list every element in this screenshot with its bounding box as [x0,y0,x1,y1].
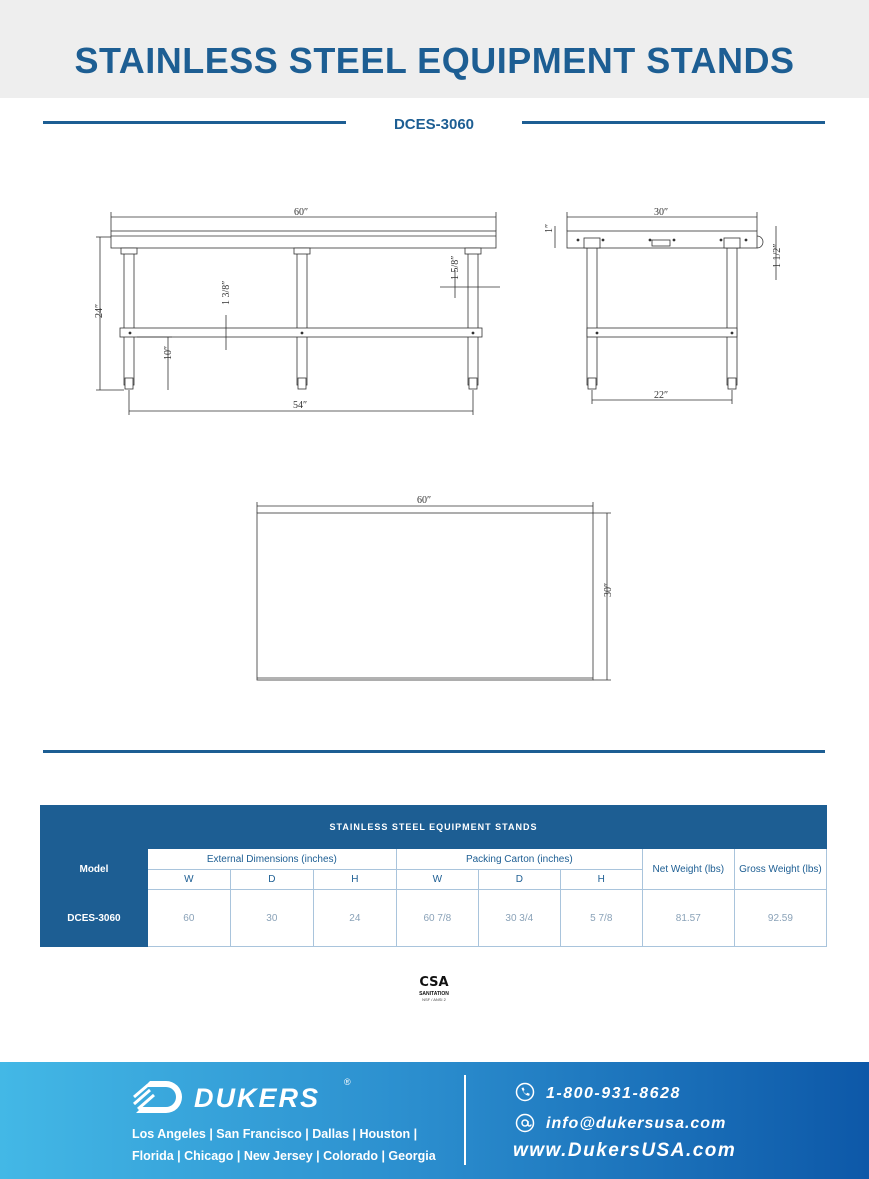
side-leg-span-label: 22″ [654,390,669,401]
side-depth-label: 30″ [654,207,669,218]
ext-w-header: W [147,870,230,890]
footer-divider [464,1075,466,1165]
row-ext-d: 30 [230,890,313,947]
csa-sanitation-certification [413,975,455,1002]
row-ext-w: 60 [147,890,230,947]
row-net-weight: 81.57 [642,890,734,947]
side-edge-label: 1″ [544,223,555,233]
phone-icon [515,1082,535,1102]
top-width-label: 60″ [417,495,432,506]
csa-logo-icon: CSA [419,975,449,990]
row-pack-w: 60 7/8 [396,890,478,947]
side-view-drawing [555,212,776,404]
model-title: DCES-3060 [393,116,475,133]
email-link[interactable]: info@dukersusa.com [546,1115,727,1132]
row-model: DCES-3060 [41,890,148,947]
specifications-table [40,805,827,947]
phone-number[interactable]: 1-800-931-8628 [546,1085,681,1102]
top-view-drawing [257,502,611,680]
divider-bottom [43,750,825,753]
front-height-label: 24″ [94,303,105,318]
ext-d-header: D [230,870,313,890]
model-header: Model [41,849,148,890]
row-pack-d: 30 3/4 [478,890,560,947]
external-dimensions-header: External Dimensions (inches) [147,849,396,870]
website-link[interactable]: www.DukersUSA.com [513,1140,737,1161]
pack-d-header: D [478,870,560,890]
front-view-drawing [96,212,500,415]
brand-mark-icon [130,1077,188,1117]
cities-line-1: Los Angeles | San Francisco | Dallas | Houston | [132,1127,418,1141]
net-weight-header: Net Weight (lbs) [642,849,734,890]
packing-carton-header: Packing Carton (inches) [396,849,642,870]
row-pack-h: 5 7/8 [560,890,642,947]
email-at-icon [515,1113,535,1133]
front-shelf-thickness-label: 1 3/8″ [221,280,232,305]
pack-w-header: W [396,870,478,890]
table-row [41,890,827,947]
front-leg-span-label: 54″ [293,400,308,411]
front-top-gap-label: 1 5/8″ [450,255,461,280]
row-gross-weight: 92.59 [734,890,826,947]
brand-name: DUKERS [194,1083,321,1113]
pack-h-header: H [560,870,642,890]
page-title: STAINLESS STEEL EQUIPMENT STANDS [74,40,795,81]
cert-line-2: NSF / ANSI 2 [422,997,446,1002]
table-banner-row [41,806,827,849]
gross-weight-header: Gross Weight (lbs) [734,849,826,890]
cert-line-1: SANITATION [419,991,449,997]
table-header-row [41,849,827,870]
front-shelf-height-label: 10″ [163,345,174,360]
front-width-label: 60″ [294,207,309,218]
registered-mark: ® [344,1077,351,1087]
ext-h-header: H [313,870,396,890]
row-ext-h: 24 [313,890,396,947]
footer [0,1062,869,1179]
table-banner: STAINLESS STEEL EQUIPMENT STANDS [41,806,827,849]
cities-line-2: Florida | Chicago | New Jersey | Colorado | Georgia [132,1149,436,1163]
top-depth-label: 30″ [603,582,614,597]
side-top-gap-label: 1 1/2″ [772,243,783,268]
